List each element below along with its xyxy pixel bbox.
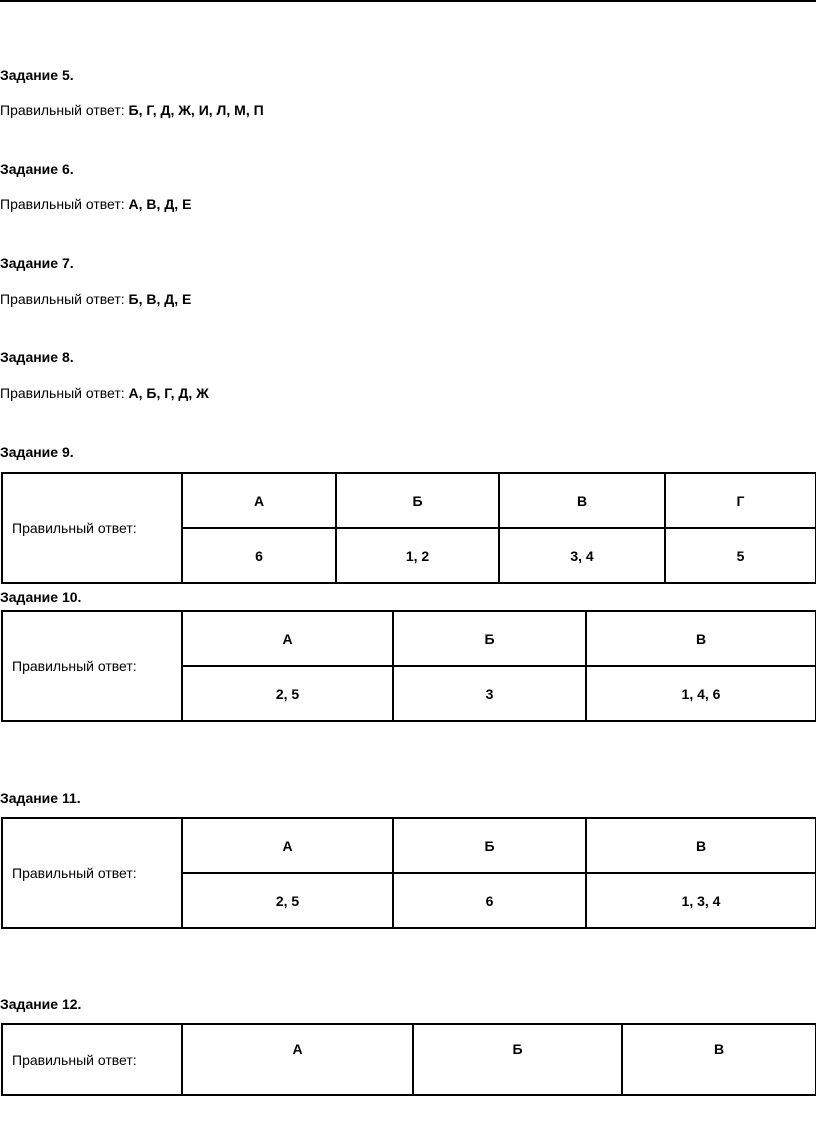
column-header: А [182, 473, 336, 528]
column-header: В [499, 473, 665, 528]
task-7-title: Задание 7. [0, 255, 74, 271]
answer-cell: 1, 2 [336, 528, 499, 583]
answer-label: Правильный ответ: [2, 611, 182, 721]
task-10-title: Задание 10. [0, 589, 82, 605]
table-header-row [2, 611, 816, 666]
task-5-answer-label: Правильный ответ: [0, 102, 125, 118]
column-header: А [182, 611, 393, 666]
answer-cell: 6 [393, 873, 586, 928]
column-header: Б [336, 473, 499, 528]
task-11-answer-table [1, 817, 816, 929]
task-8-answer-label: Правильный ответ: [0, 385, 125, 401]
table-header-row [2, 473, 816, 528]
column-header: Б [393, 818, 586, 873]
column-header: А [182, 1024, 413, 1095]
answer-cell: 5 [665, 528, 816, 583]
answer-label: Правильный ответ: [2, 473, 182, 583]
task-6-title: Задание 6. [0, 161, 74, 177]
task-11-title: Задание 11. [0, 790, 81, 806]
task-9-answer-table [1, 472, 816, 584]
column-header: Б [393, 611, 586, 666]
task-8-answer [0, 384, 209, 402]
answer-cell: 6 [182, 528, 336, 583]
column-header: В [586, 611, 816, 666]
task-6-answer-value: А, В, Д, Е [128, 196, 192, 212]
task-7-answer-value: Б, В, Д, Е [128, 291, 192, 307]
column-header: Б [413, 1024, 622, 1095]
task-7-answer-label: Правильный ответ: [0, 291, 125, 307]
answer-cell: 2, 5 [182, 666, 393, 721]
task-5-title: Задание 5. [0, 67, 74, 83]
answer-cell: 2, 5 [182, 873, 393, 928]
answer-cell: 3 [393, 666, 586, 721]
answer-cell: 1, 3, 4 [586, 873, 816, 928]
task-8-answer-value: А, Б, Г, Д, Ж [128, 385, 209, 401]
task-5-answer-value: Б, Г, Д, Ж, И, Л, М, П [128, 102, 264, 118]
task-9-title: Задание 9. [0, 444, 74, 460]
table-header-row [2, 1024, 816, 1095]
column-header: В [586, 818, 816, 873]
task-6-answer [0, 195, 191, 213]
answer-label: Правильный ответ: [2, 818, 182, 928]
task-5-answer [0, 101, 264, 119]
task-12-title: Задание 12. [0, 996, 82, 1012]
task-8-title: Задание 8. [0, 349, 74, 365]
answer-label: Правильный ответ: [2, 1024, 182, 1095]
task-6-answer-label: Правильный ответ: [0, 196, 125, 212]
top-rule [0, 0, 816, 2]
task-7-answer [0, 290, 191, 308]
answer-cell: 3, 4 [499, 528, 665, 583]
task-12-answer-table [1, 1023, 816, 1096]
column-header: В [622, 1024, 816, 1095]
table-header-row [2, 818, 816, 873]
column-header: Г [665, 473, 816, 528]
task-10-answer-table [1, 610, 816, 722]
column-header: А [182, 818, 393, 873]
answer-cell: 1, 4, 6 [586, 666, 816, 721]
